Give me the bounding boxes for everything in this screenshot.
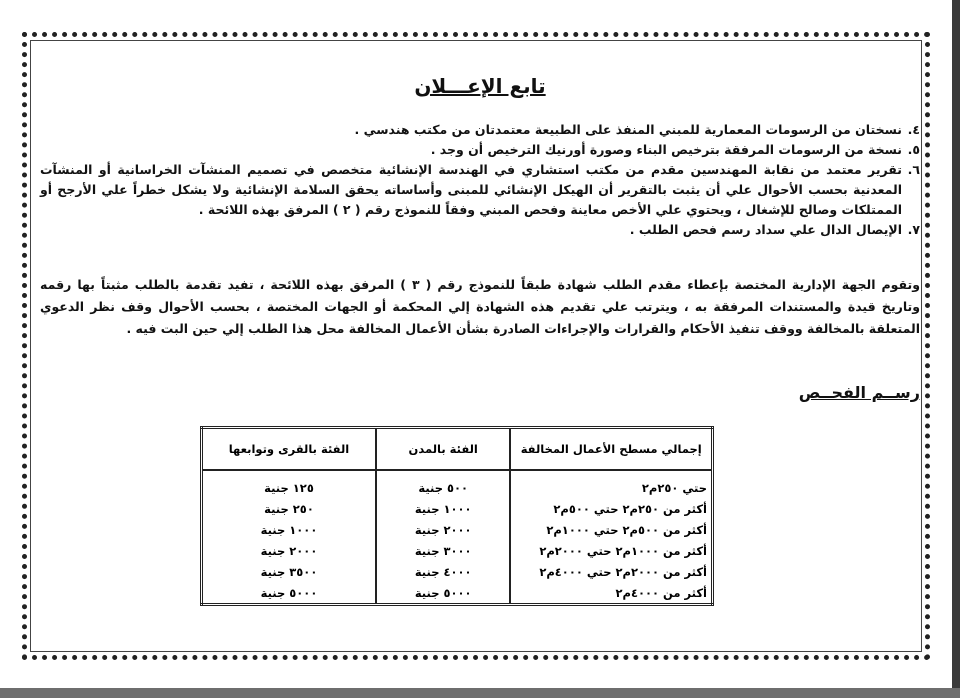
cell-city: ٤٠٠٠ جنية xyxy=(376,561,510,582)
cell-area: أكثر من ٤٠٠٠م٢ xyxy=(510,582,712,605)
list-item xyxy=(40,140,920,160)
cell-area: أكثر من ٥٠٠م٢ حتي ١٠٠٠م٢ xyxy=(510,519,712,540)
cell-area: أكثر من ٢٠٠٠م٢ حتي ٤٠٠٠م٢ xyxy=(510,561,712,582)
item-number: ٤. xyxy=(907,122,920,137)
table-header-row xyxy=(202,428,713,471)
cell-city: ٢٠٠٠ جنية xyxy=(376,519,510,540)
item-text: تقرير معتمد من نقابة المهندسين مقدم من مكتب استشاري في الهندسة الإنشائية متخصص في تصميم المنشآت الخراسانية أو المنشآت المعدنية بحسب الأحوال علي أن يثبت بالتقرير أن الهيكل الإنشائي للمبنى وأساساته يحقق السلامة الإنشائية ولا يشكل خطراً علي الأرجح أو الممتلكات وصالح للإشغال ، ويحتوي علي الأخص معاينة وفحص المبني وفقاً للنموذج رقم ( ٢ ) المرفق بهذه اللائحة . xyxy=(40,162,902,217)
cell-village: ٢٠٠٠ جنية xyxy=(202,540,376,561)
header-city: الفئة بالمدن xyxy=(376,428,510,471)
item-text: الإيصال الدال علي سداد رسم فحص الطلب . xyxy=(629,222,902,237)
table-row xyxy=(202,540,713,561)
page-title: تابع الإعـــلان xyxy=(414,74,546,98)
table-row xyxy=(202,561,713,582)
cell-village: ١٠٠٠ جنية xyxy=(202,519,376,540)
cell-area: حتي ٢٥٠م٢ xyxy=(510,470,712,498)
table-row xyxy=(202,519,713,540)
fee-section-heading: رســم الفحــص xyxy=(798,383,920,402)
item-text: نسختان من الرسومات المعمارية للمبني المنفذ على الطبيعة معتمدتان من مكتب هندسي . xyxy=(354,122,902,137)
requirements-list xyxy=(40,120,920,240)
cell-area: أكثر من ١٠٠٠م٢ حتي ٢٠٠٠م٢ xyxy=(510,540,712,561)
cell-city: ٥٠٠ جنية xyxy=(376,470,510,498)
header-village: الفئة بالقرى وتوابعها xyxy=(202,428,376,471)
cell-village: ٥٠٠٠ جنية xyxy=(202,582,376,605)
cell-village: ٣٥٠٠ جنية xyxy=(202,561,376,582)
list-item xyxy=(40,120,920,140)
scan-edge-bottom xyxy=(0,688,960,698)
cell-city: ١٠٠٠ جنية xyxy=(376,498,510,519)
item-number: ٧. xyxy=(907,222,920,237)
item-number: ٦. xyxy=(907,162,920,177)
table-row xyxy=(202,498,713,519)
header-area: إجمالي مسطح الأعمال المخالفة xyxy=(510,428,712,471)
table-row xyxy=(202,470,713,498)
cell-city: ٣٠٠٠ جنية xyxy=(376,540,510,561)
cell-village: ٢٥٠ جنية xyxy=(202,498,376,519)
cell-area: أكثر من ٢٥٠م٢ حتي ٥٠٠م٢ xyxy=(510,498,712,519)
cell-city: ٥٠٠٠ جنية xyxy=(376,582,510,605)
cell-village: ١٢٥ جنية xyxy=(202,470,376,498)
body-paragraph: وتقوم الجهة الإدارية المختصة بإعطاء مقدم الطلب شهادة طبقاً للنموذج رقم ( ٣ ) المرفق بهذه اللائحة ، تفيد تقدمة بالطلب مثبتاً بها رقمه وتاريخ قيدة والمستندات المرفقة به ، ويترتب علي تقديم هذه الشهادة إلي المحكمة أو الجهات المختصة ، بحسب الأحوال وقف نظر الدعوي المتعلقة بالمخالفة ووقف تنفيذ الأحكام والقرارات والإجراءات الصادرة بشأن الأعمال المخالفة محل هذا الطلب إلي حين البت فيه . xyxy=(40,277,920,336)
item-text: نسخة من الرسومات المرفقة بترخيص البناء وصورة أورنيك الترخيص أن وجد . xyxy=(430,142,902,157)
item-number: ٥. xyxy=(907,142,920,157)
list-item xyxy=(40,220,920,240)
table-row xyxy=(202,582,713,605)
fee-table xyxy=(200,426,714,606)
list-item xyxy=(40,160,920,220)
scan-edge-right xyxy=(952,0,960,698)
